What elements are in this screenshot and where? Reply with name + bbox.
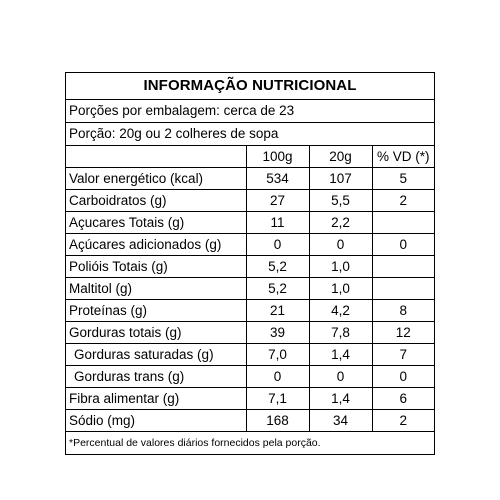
daily-value-percent: 7 xyxy=(372,344,434,366)
nutrition-table xyxy=(66,146,434,432)
value-per-100g: 7,0 xyxy=(246,344,309,366)
nutrient-name: Açúcares adicionados (g) xyxy=(66,234,246,256)
daily-value-percent: 0 xyxy=(372,366,434,388)
daily-value-percent xyxy=(372,256,434,278)
value-per-serving: 107 xyxy=(309,168,372,190)
value-per-100g: 168 xyxy=(246,410,309,432)
nutrient-name: Polióis Totais (g) xyxy=(66,256,246,278)
table-row xyxy=(66,300,434,322)
nutrient-name: Proteínas (g) xyxy=(66,300,246,322)
serving-size: Porção: 20g ou 2 colheres de sopa xyxy=(66,123,434,146)
nutrition-facts-label xyxy=(65,72,435,455)
label-title: INFORMAÇÃO NUTRICIONAL xyxy=(66,73,434,100)
table-row xyxy=(66,278,434,300)
table-row xyxy=(66,256,434,278)
value-per-100g: 7,1 xyxy=(246,388,309,410)
nutrient-name: Sódio (mg) xyxy=(66,410,246,432)
daily-value-percent: 0 xyxy=(372,234,434,256)
nutrient-name: Maltitol (g) xyxy=(66,278,246,300)
table-row xyxy=(66,388,434,410)
nutrient-name: Fibra alimentar (g) xyxy=(66,388,246,410)
value-per-100g: 21 xyxy=(246,300,309,322)
nutrient-name: Gorduras totais (g) xyxy=(66,322,246,344)
table-row xyxy=(66,410,434,432)
daily-value-percent: 6 xyxy=(372,388,434,410)
value-per-serving: 5,5 xyxy=(309,190,372,212)
daily-value-percent xyxy=(372,212,434,234)
value-per-serving: 1,4 xyxy=(309,388,372,410)
value-per-serving: 7,8 xyxy=(309,322,372,344)
daily-value-percent: 12 xyxy=(372,322,434,344)
table-row xyxy=(66,212,434,234)
table-row xyxy=(66,234,434,256)
value-per-serving: 1,0 xyxy=(309,256,372,278)
nutrient-name: Gorduras saturadas (g) xyxy=(66,344,246,366)
footnote: *Percentual de valores diários fornecidos pela porção. xyxy=(69,437,321,449)
nutrient-name: Gorduras trans (g) xyxy=(66,366,246,388)
value-per-serving: 0 xyxy=(309,234,372,256)
table-row xyxy=(66,168,434,190)
nutrient-name: Valor energético (kcal) xyxy=(66,168,246,190)
value-per-serving: 4,2 xyxy=(309,300,372,322)
daily-value-percent: 5 xyxy=(372,168,434,190)
servings-per-package: Porções por embalagem: cerca de 23 xyxy=(66,100,434,123)
value-per-serving: 2,2 xyxy=(309,212,372,234)
value-per-100g: 5,2 xyxy=(246,278,309,300)
value-per-100g: 0 xyxy=(246,366,309,388)
value-per-serving: 1,4 xyxy=(309,344,372,366)
value-per-serving: 1,0 xyxy=(309,278,372,300)
value-per-100g: 39 xyxy=(246,322,309,344)
header-per-100g: 100g xyxy=(246,146,309,168)
value-per-100g: 5,2 xyxy=(246,256,309,278)
value-per-serving: 34 xyxy=(309,410,372,432)
daily-value-percent: 2 xyxy=(372,410,434,432)
value-per-100g: 27 xyxy=(246,190,309,212)
table-row xyxy=(66,366,434,388)
nutrient-name: Carboidratos (g) xyxy=(66,190,246,212)
header-nutrient xyxy=(66,146,246,168)
daily-value-percent xyxy=(372,278,434,300)
header-per-serving: 20g xyxy=(309,146,372,168)
value-per-100g: 534 xyxy=(246,168,309,190)
daily-value-percent: 2 xyxy=(372,190,434,212)
value-per-100g: 11 xyxy=(246,212,309,234)
header-row xyxy=(66,146,434,168)
nutrient-name: Açucares Totais (g) xyxy=(66,212,246,234)
daily-value-percent: 8 xyxy=(372,300,434,322)
value-per-serving: 0 xyxy=(309,366,372,388)
table-row xyxy=(66,344,434,366)
header-daily-value: % VD (*) xyxy=(372,146,434,168)
table-row xyxy=(66,322,434,344)
table-row xyxy=(66,190,434,212)
value-per-100g: 0 xyxy=(246,234,309,256)
